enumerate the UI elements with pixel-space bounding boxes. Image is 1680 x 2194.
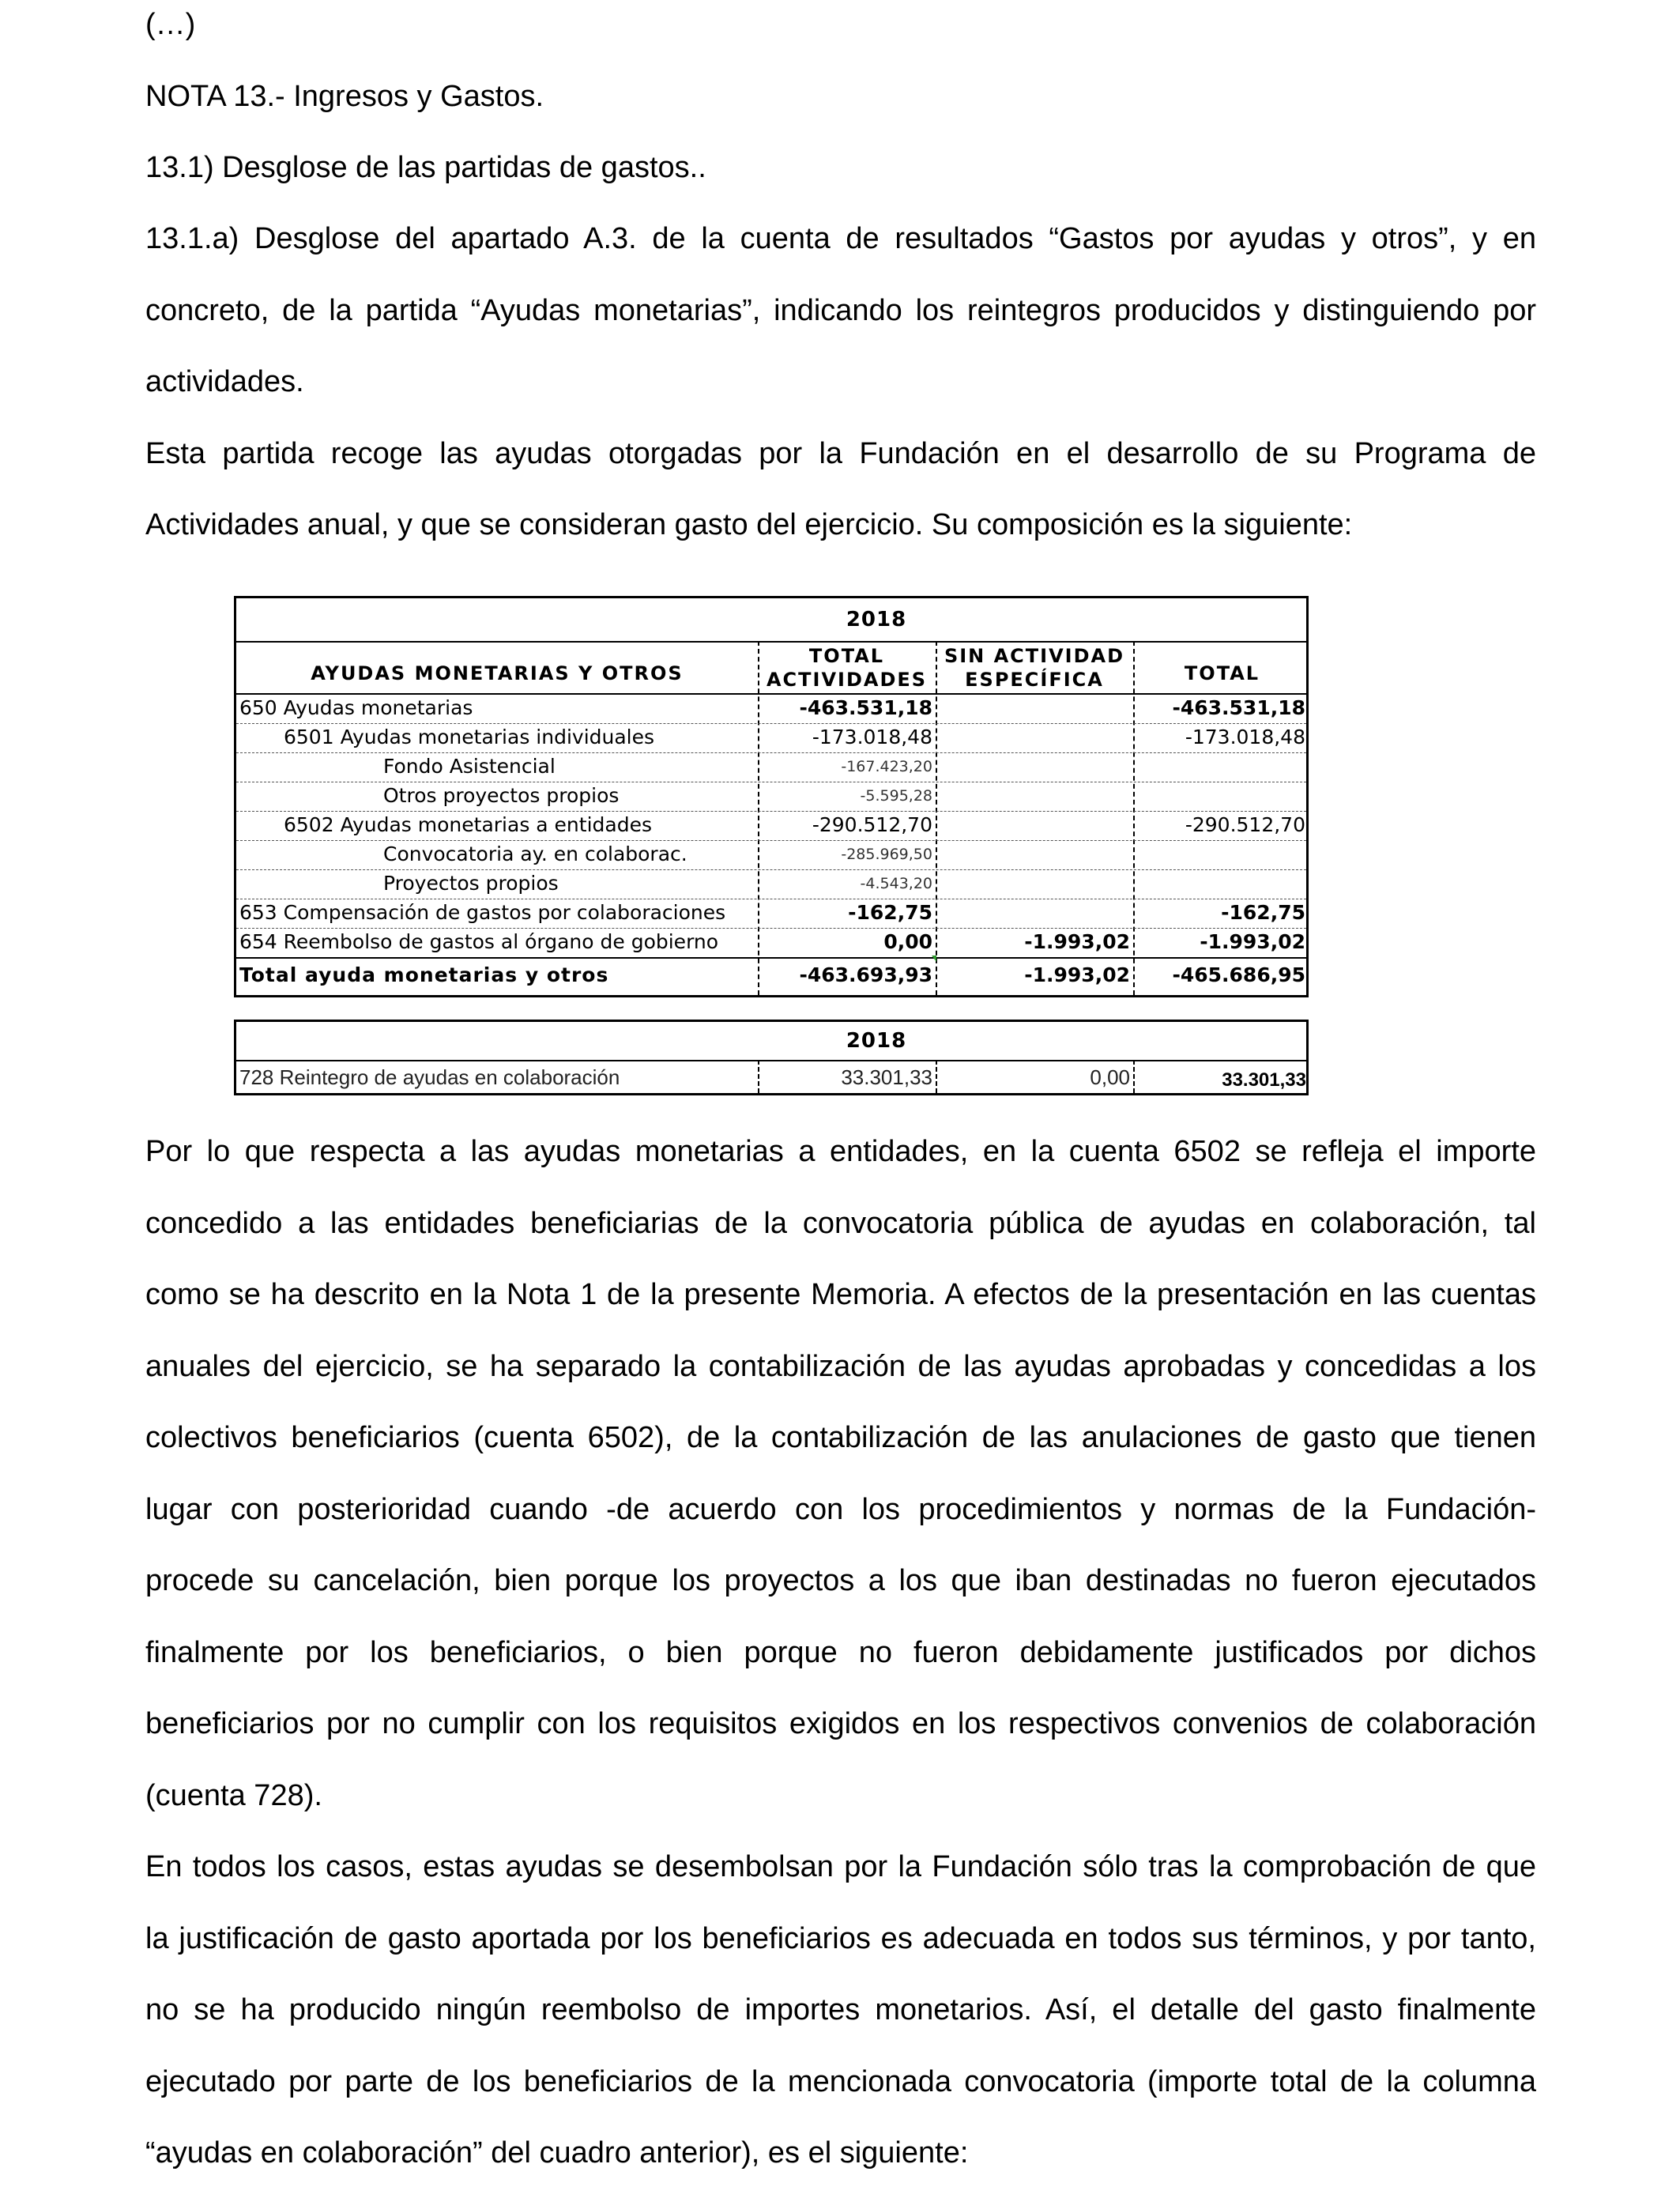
ayudas-monetarias-table: [234, 596, 1309, 997]
total-value-total-actividades: -463.693,93: [799, 963, 932, 986]
paragraph-line: anuales del ejercicio, se ha separado la contabilización de las ayudas aprobadas y concedidas a los: [145, 1350, 1536, 1383]
row-value-total-actividades: 33.301,33: [841, 1065, 932, 1089]
note-title: NOTA 13.- Ingresos y Gastos.: [145, 80, 544, 113]
row-value-total-actividades: -162,75: [848, 901, 932, 924]
paragraph-line: ejecutado por parte de los beneficiarios de la mencionada convocatoria (importe total de la columna: [145, 2065, 1536, 2098]
row-value-total: -162,75: [1221, 901, 1305, 924]
column-header-concept: AYUDAS MONETARIAS Y OTROS: [311, 662, 684, 684]
total-value-sin-actividad: -1.993,02: [1024, 963, 1130, 986]
row-value-total-actividades: -167.423,20: [841, 758, 932, 775]
row-value-total: -290.512,70: [1185, 813, 1305, 836]
paragraph-line: no se ha producido ningún reembolso de importes monetarios. Así, el detalle del gasto finalmente: [145, 1993, 1536, 2026]
paragraph-line: como se ha descrito en la Nota 1 de la presente Memoria. A efectos de la presentación en las cuentas: [145, 1278, 1536, 1311]
table-year-header: 2018: [846, 608, 907, 631]
paragraph-line: actividades.: [145, 365, 304, 398]
total-divider: [236, 957, 1306, 959]
row-value-total-actividades: -5.595,28: [860, 787, 932, 805]
row-label: 728 Reintegro de ayudas en colaboración: [239, 1065, 620, 1089]
paragraph-line: Por lo que respecta a las ayudas monetarias a entidades, en la cuenta 6502 se refleja el importe: [145, 1135, 1536, 1168]
row-value-total: -1.993,02: [1200, 930, 1305, 953]
paragraph-line: finalmente por los beneficiarios, o bien porque no fueron debidamente justificados por dichos: [145, 1636, 1536, 1669]
paragraph-line: “ayudas en colaboración” del cuadro anterior), es el siguiente:: [145, 2136, 969, 2169]
paragraph-line: Actividades anual, y que se consideran gasto del ejercicio. Su composición es la siguiente:: [145, 508, 1353, 541]
row-value-sin-actividad: 0,00: [1090, 1065, 1130, 1089]
paragraph-line: Esta partida recoge las ayudas otorgadas por la Fundación en el desarrollo de su Programa de: [145, 437, 1536, 470]
paragraph-line: concreto, de la partida “Ayudas monetarias”, indicando los reintegros producidos y distinguiendo por: [145, 294, 1536, 327]
column-header-sin-actividad-line1: SIN ACTIVIDAD: [944, 645, 1125, 667]
row-label: 653 Compensación de gastos por colaboraciones: [239, 901, 726, 924]
subsection-title: 13.1) Desglose de las partidas de gastos..: [145, 151, 706, 184]
column-header-total: TOTAL: [1184, 662, 1260, 684]
row-value-total-actividades: -290.512,70: [812, 813, 932, 836]
row-label: Otros proyectos propios: [383, 784, 620, 807]
row-value-total: -173.018,48: [1185, 726, 1305, 748]
paragraph-line: procede su cancelación, bien porque los proyectos a los que iban destinadas no fueron ejecutados: [145, 1564, 1536, 1597]
row-label: Proyectos propios: [383, 872, 559, 895]
table-year-header: 2018: [846, 1029, 907, 1053]
divider: [236, 641, 1306, 643]
comment-marker-icon: [932, 956, 936, 962]
paragraph-line: En todos los casos, estas ayudas se desembolsan por la Fundación sólo tras la comprobación de que: [145, 1850, 1536, 1883]
row-value-sin-actividad: -1.993,02: [1024, 930, 1130, 953]
column-header-total-actividades-line2: ACTIVIDADES: [766, 669, 928, 691]
column-header-total-actividades-line1: TOTAL: [808, 645, 885, 667]
paragraph-line: beneficiarios por no cumplir con los requisitos exigidos en los respectivos convenios de colaboración: [145, 1707, 1536, 1740]
row-value-total-actividades: -463.531,18: [799, 696, 932, 719]
paragraph-line: (cuenta 728).: [145, 1779, 322, 1812]
row-value-total-actividades: -285.969,50: [841, 846, 932, 863]
row-label: Fondo Asistencial: [383, 755, 556, 778]
row-value-total: -463.531,18: [1172, 696, 1305, 719]
row-label: 654 Reembolso de gastos al órgano de gobierno: [239, 930, 719, 953]
divider: [236, 1060, 1306, 1061]
ellipsis-text: (…): [145, 8, 196, 41]
column-header-sin-actividad-line2: ESPECÍFICA: [965, 669, 1104, 691]
row-label: 650 Ayudas monetarias: [239, 696, 473, 719]
row-label: Convocatoria ay. en colaborac.: [383, 843, 687, 865]
paragraph-line: colectivos beneficiarios (cuenta 6502), de la contabilización de las anulaciones de gasto que tienen: [145, 1421, 1536, 1454]
row-value-total-actividades: -4.543,20: [860, 875, 932, 892]
reintegro-table: [234, 1020, 1309, 1095]
paragraph-line: la justificación de gasto aportada por los beneficiarios es adecuada en todos sus términos, y por tanto,: [145, 1922, 1536, 1955]
total-value-total: -465.686,95: [1172, 963, 1305, 986]
row-value-total-actividades: 0,00: [883, 930, 932, 953]
paragraph-line: 13.1.a) Desglose del apartado A.3. de la cuenta de resultados “Gastos por ayudas y otros”, y en: [145, 222, 1536, 255]
paragraph-line: lugar con posterioridad cuando -de acuerdo con los procedimientos y normas de la Fundación-: [145, 1493, 1536, 1526]
paragraph-line: concedido a las entidades beneficiarias de la convocatoria pública de ayudas en colaboración, tal: [145, 1207, 1536, 1240]
row-label: 6502 Ayudas monetarias a entidades: [284, 813, 652, 836]
total-row-label: Total ayuda monetarias y otros: [239, 963, 609, 986]
row-value-total-actividades: -173.018,48: [812, 726, 932, 748]
row-value-total: 33.301,33: [1222, 1069, 1306, 1091]
row-label: 6501 Ayudas monetarias individuales: [284, 726, 655, 748]
